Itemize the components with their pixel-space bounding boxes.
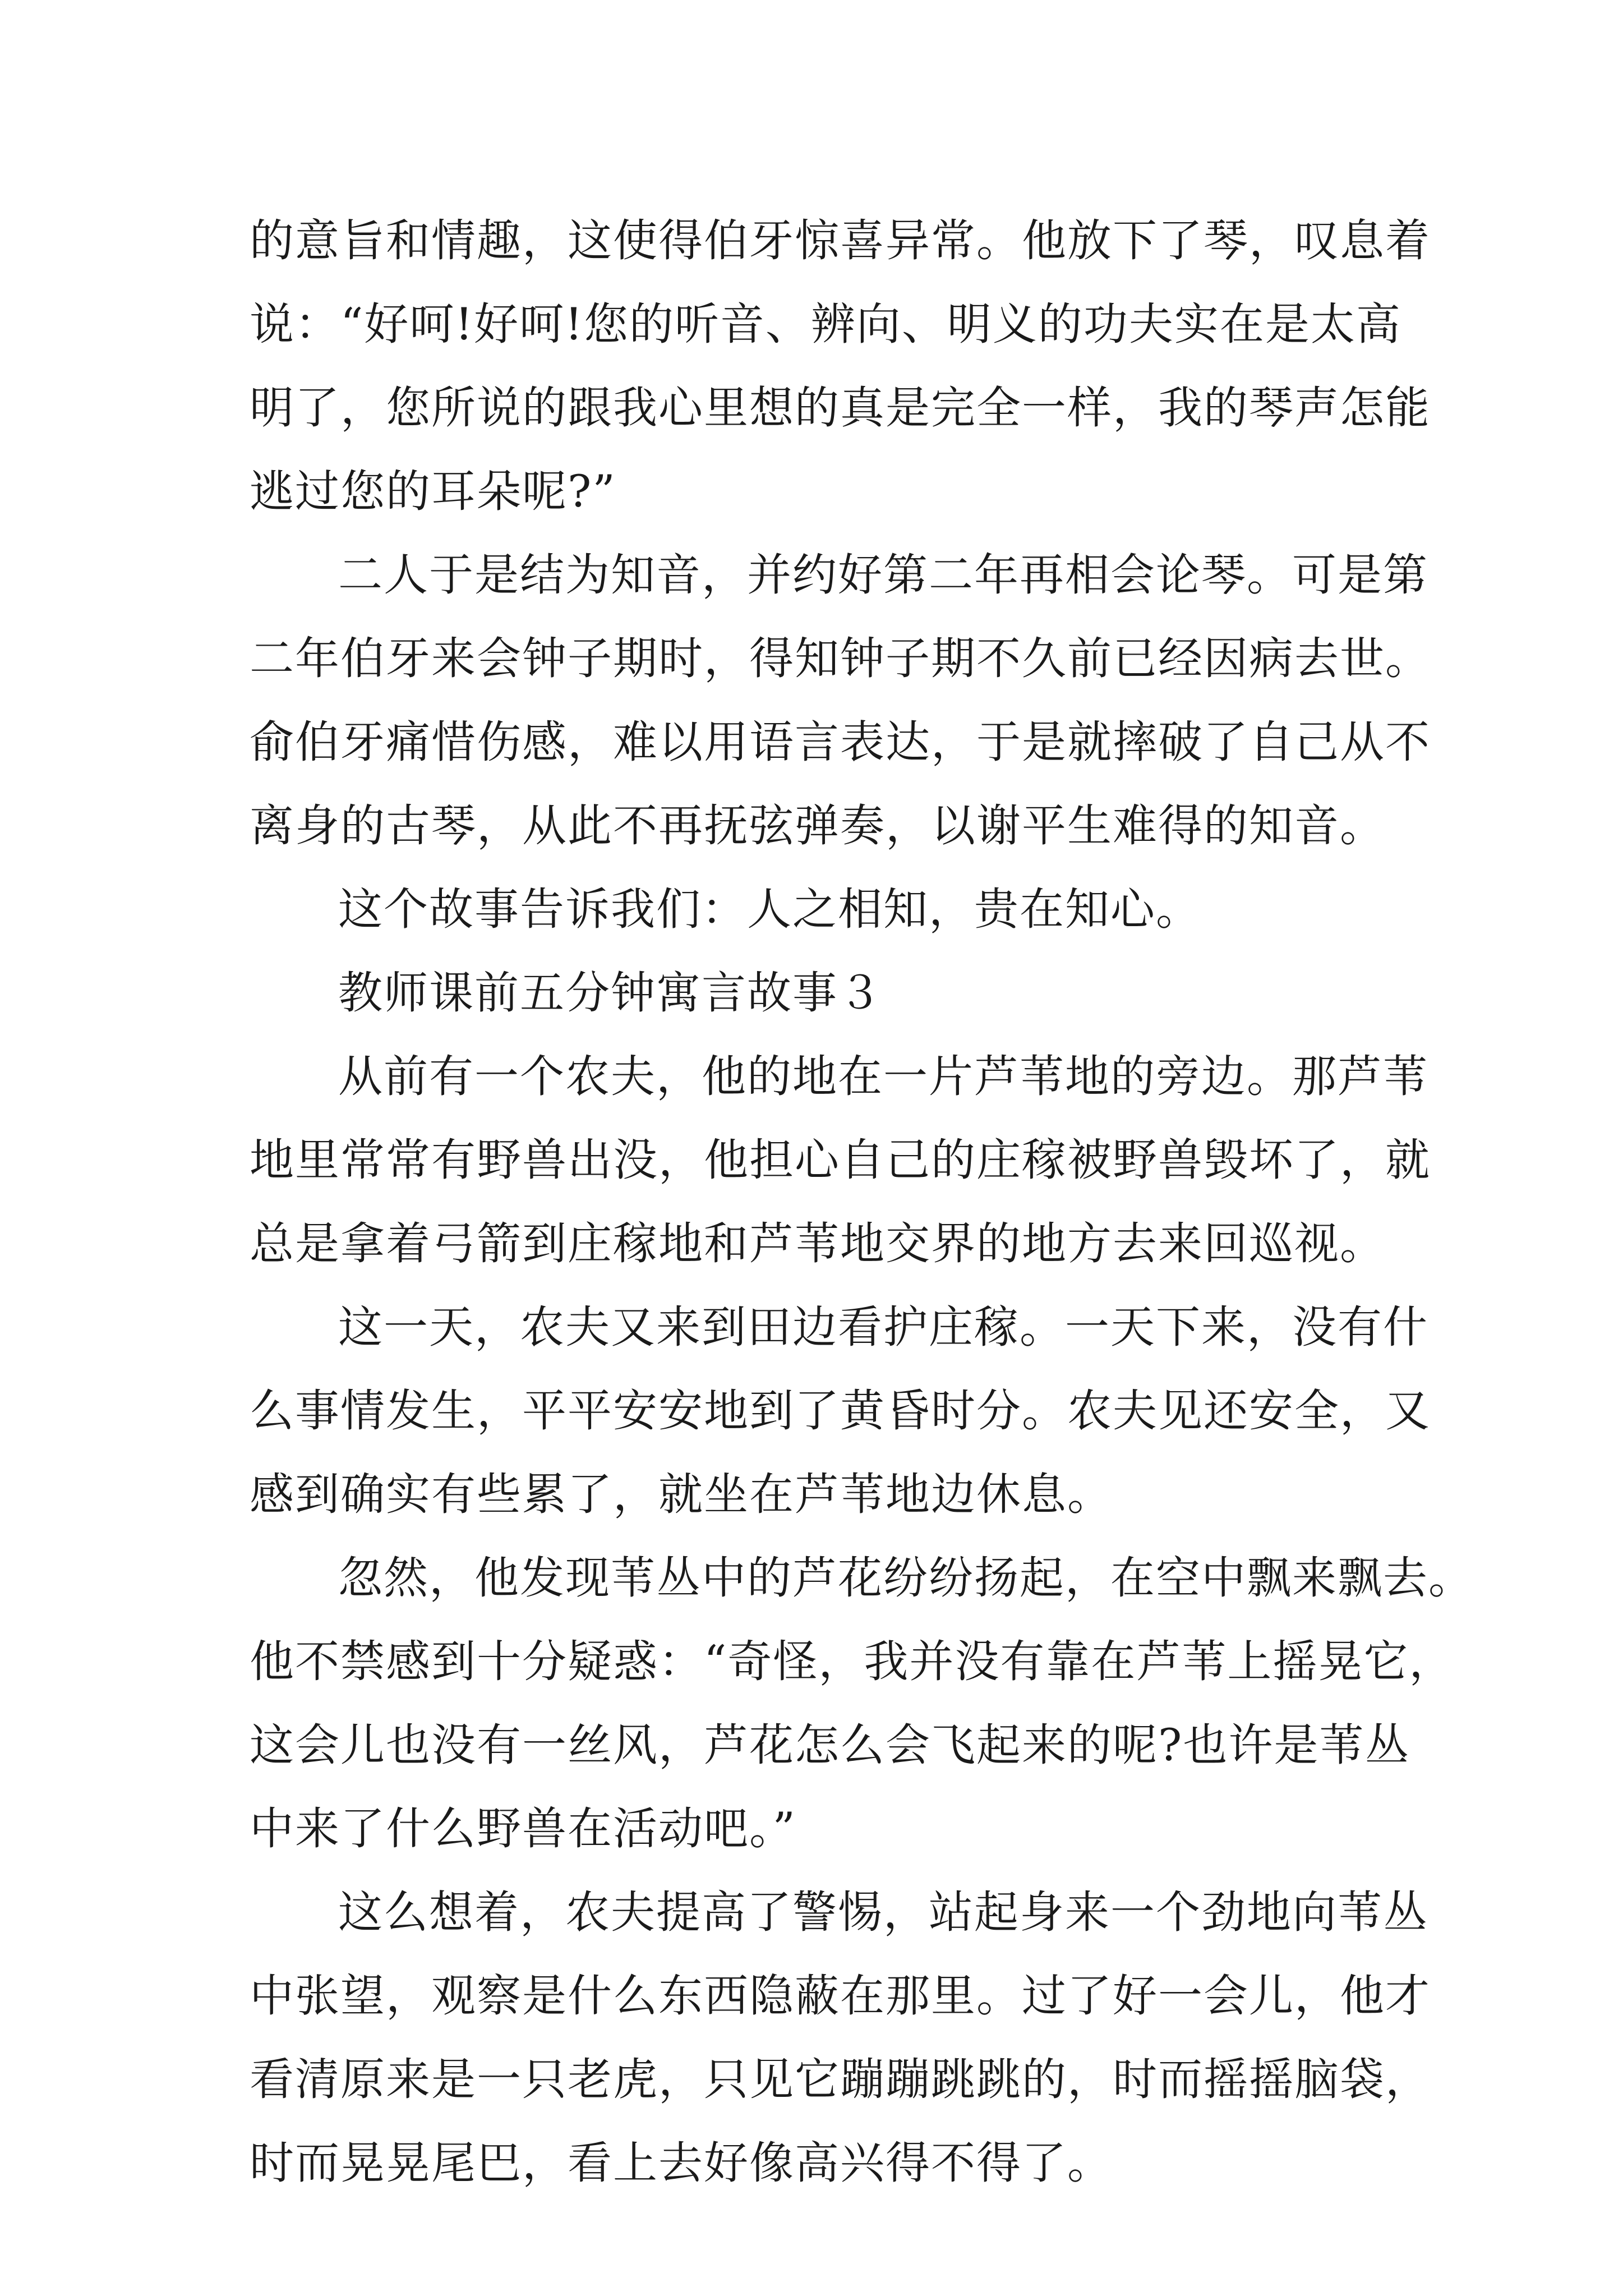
text-line: 二人于是结为知音，并约好第二年再相会论琴。可是第 bbox=[338, 549, 1428, 601]
text-line: 中张望，观察是什么东西隐蔽在那里。过了好一会儿，他才 bbox=[250, 1970, 1431, 2022]
text-line: 总是拿着弓箭到庄稼地和芦苇地交界的地方去来回巡视。 bbox=[250, 1218, 1385, 1269]
text-line: 离身的古琴，从此不再抚弦弹奏，以谢平生难得的知音。 bbox=[250, 800, 1385, 852]
text-line: 从前有一个农夫，他的地在一片芦苇地的旁边。那芦苇 bbox=[338, 1051, 1428, 1102]
text-line: 这会儿也没有一丝风，芦花怎么会飞起来的呢?也许是苇丛 bbox=[250, 1719, 1410, 1771]
text-line: 中来了什么野兽在活动吧。” bbox=[250, 1803, 796, 1855]
text-line: 感到确实有些累了，就坐在芦苇地边休息。 bbox=[250, 1469, 1113, 1520]
text-line: 他不禁感到十分疑惑：“奇怪，我并没有靠在芦苇上摇晃它， bbox=[250, 1636, 1455, 1687]
text-line: 逃过您的耳朵呢?” bbox=[250, 466, 616, 517]
text-line: 这么想着，农夫提高了警惕，站起身来一个劲地向苇丛 bbox=[338, 1887, 1428, 1938]
text-line: 地里常常有野兽出没，他担心自己的庄稼被野兽毁坏了，就 bbox=[250, 1134, 1431, 1186]
text-line: 明了，您所说的跟我心里想的真是完全一样，我的琴声怎能 bbox=[250, 382, 1431, 434]
document-body bbox=[250, 199, 1474, 2205]
text-line: 这个故事告诉我们：人之相知，贵在知心。 bbox=[338, 884, 1201, 935]
text-line: 这一天，农夫又来到田边看护庄稼。一天下来，没有什 bbox=[338, 1301, 1428, 1353]
text-line: 么事情发生，平平安安地到了黄昏时分。农夫见还安全，又 bbox=[250, 1385, 1431, 1437]
text-line: 二年伯牙来会钟子期时，得知钟子期不久前已经因病去世。 bbox=[250, 633, 1431, 684]
text-line: 看清原来是一只老虎，只见它蹦蹦跳跳的，时而摇摇脑袋， bbox=[250, 2054, 1431, 2105]
text-line: 说：“好呵!好呵!您的听音、辨向、明义的功夫实在是太高 bbox=[250, 298, 1401, 350]
text-line: 时而晃晃尾巴，看上去好像高兴得不得了。 bbox=[250, 2137, 1113, 2189]
section-heading: 教师课前五分钟寓言故事３ bbox=[338, 967, 883, 1019]
text-line: 俞伯牙痛惜伤感，难以用语言表达，于是就摔破了自己从不 bbox=[250, 716, 1431, 768]
text-line: 的意旨和情趣，这使得伯牙惊喜异常。他放下了琴，叹息着 bbox=[250, 215, 1431, 266]
text-line: 忽然，他发现苇丛中的芦花纷纷扬起，在空中飘来飘去。 bbox=[338, 1552, 1474, 1604]
